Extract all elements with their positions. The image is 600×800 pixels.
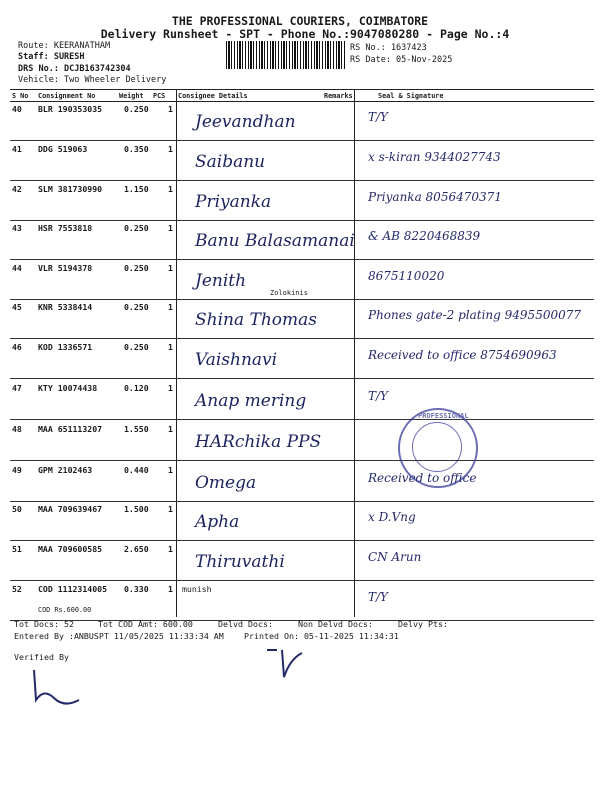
row-consignment-no: SLM 381730990: [38, 184, 103, 194]
row-consignee: Saibanu: [195, 152, 266, 172]
row-pcs: 1: [168, 504, 173, 514]
col-seal: Seal & Signature: [378, 92, 444, 100]
row-consignee: Jenith: [195, 271, 247, 291]
tot-docs: Tot Docs: 52: [14, 619, 74, 629]
col-weight: Weight: [119, 92, 144, 100]
row-consignment-no: HSR 7553818: [38, 223, 93, 233]
rs-no: RS No.: 1637423: [350, 43, 427, 53]
stamp-text: PROFESSIONAL: [418, 412, 469, 420]
row-consignee: Apha: [195, 512, 240, 532]
row-signature: Received to office 8754690963: [368, 348, 557, 362]
row-weight: 0.250: [124, 342, 149, 352]
row-sno: 41: [12, 144, 22, 154]
row-pcs: 1: [168, 544, 173, 554]
drs-no: DRS No.: DCJB163742304: [18, 64, 131, 74]
row-consignment-no: VLR 5194378: [38, 263, 93, 273]
row-sno: 45: [12, 302, 22, 312]
row-note: COD Rs.600.00: [38, 606, 92, 614]
staff-signature: [262, 645, 312, 685]
row-consignee: munish: [182, 584, 212, 594]
row-signature: Priyanka 8056470371: [368, 190, 502, 204]
row-divider: [10, 140, 594, 141]
row-signature: Phones gate-2 plating 9495500077: [368, 308, 581, 322]
row-consignee: Banu Balasamanai: [195, 231, 355, 251]
table-header-rule: [10, 101, 594, 102]
col-remarks: Remarks: [324, 92, 353, 100]
row-weight: 0.250: [124, 263, 149, 273]
row-divider: [10, 299, 594, 300]
row-signature: x s-kiran 9344027743: [368, 150, 501, 164]
row-signature: 8675110020: [368, 269, 445, 283]
row-consignment-no: KNR 5338414: [38, 302, 93, 312]
row-consignee: Anap mering: [195, 391, 307, 411]
remarks-divider: [354, 89, 355, 617]
row-pcs: 1: [168, 184, 173, 194]
row-weight: 0.250: [124, 104, 149, 114]
row-sno: 48: [12, 424, 22, 434]
row-divider: [10, 378, 594, 379]
row-signature: & AB 8220468839: [368, 229, 481, 243]
row-consignment-no: MAA 709639467: [38, 504, 103, 514]
row-weight: 0.120: [124, 383, 149, 393]
row-sno: 44: [12, 263, 22, 273]
tot-cod: Tot COD Amt: 600.00: [98, 619, 193, 629]
entered-by: Entered By :ANBUSPT 11/05/2025 11:33:34 AM: [14, 631, 224, 641]
row-weight: 0.250: [124, 302, 149, 312]
row-divider: [10, 338, 594, 339]
printed-on: Printed On: 05-11-2025 11:34:31: [244, 631, 399, 641]
row-consignment-no: GPM 2102463: [38, 465, 93, 475]
row-pcs: 1: [168, 223, 173, 233]
row-consignee: Priyanka: [195, 192, 272, 212]
row-signature: T/Y: [368, 110, 388, 124]
col-consignee: Consignee Details: [178, 92, 248, 100]
col-pcs: PCS: [153, 92, 166, 100]
row-weight: 0.330: [124, 584, 149, 594]
row-sno: 47: [12, 383, 22, 393]
row-pcs: 1: [168, 144, 173, 154]
row-consignment-no: MAA 709600585: [38, 544, 103, 554]
verifier-signature: [24, 660, 84, 710]
row-consignment-no: BLR 190353035: [38, 104, 103, 114]
row-consignee: Jeevandhan: [195, 112, 296, 132]
route: Route: KEERANATHAM: [18, 41, 111, 51]
row-consignment-no: COD 1112314005: [38, 584, 108, 594]
row-consignment-no: DDG 519063: [38, 144, 88, 154]
non-delvd-docs: Non Delvd Docs:: [298, 619, 373, 629]
stamp-inner-ring: [412, 422, 462, 472]
row-consignee: Thiruvathi: [195, 552, 285, 572]
row-weight: 1.150: [124, 184, 149, 194]
row-weight: 0.250: [124, 223, 149, 233]
table-top-rule: [10, 89, 594, 90]
row-sno: 43: [12, 223, 22, 233]
row-weight: 1.500: [124, 504, 149, 514]
delvy-pts: Delvy Pts:: [398, 619, 448, 629]
runsheet-subtitle: Delivery Runsheet - SPT - Phone No.:9047080280 - Page No.:4: [100, 27, 510, 41]
row-signature: T/Y: [368, 389, 388, 403]
row-sno: 51: [12, 544, 22, 554]
row-pcs: 1: [168, 383, 173, 393]
row-pcs: 1: [168, 342, 173, 352]
row-pcs: 1: [168, 465, 173, 475]
row-signature: x D.Vng: [368, 510, 416, 524]
staff: Staff: SURESH: [18, 52, 85, 62]
row-divider: [10, 220, 594, 221]
row-divider: [10, 501, 594, 502]
row-signature: T/Y: [368, 590, 388, 604]
company-stamp: [398, 408, 478, 488]
row-divider: [10, 540, 594, 541]
verified-by: Verified By: [14, 652, 69, 662]
row-divider: [10, 580, 594, 581]
row-note: Zolokinis: [270, 289, 308, 297]
row-sno: 50: [12, 504, 22, 514]
vehicle: Vehicle: Two Wheeler Delivery: [18, 75, 167, 85]
row-pcs: 1: [168, 584, 173, 594]
row-sno: 52: [12, 584, 22, 594]
row-pcs: 1: [168, 424, 173, 434]
delvd-docs: Delvd Docs:: [218, 619, 273, 629]
row-consignee: Shina Thomas: [195, 310, 318, 330]
rs-date: RS Date: 05-Nov-2025: [350, 55, 453, 65]
row-sno: 46: [12, 342, 22, 352]
row-weight: 2.650: [124, 544, 149, 554]
row-consignment-no: KOD 1336571: [38, 342, 93, 352]
row-consignee: Vaishnavi: [195, 350, 278, 370]
row-consignment-no: KTY 10074438: [38, 383, 98, 393]
row-pcs: 1: [168, 104, 173, 114]
row-divider: [10, 419, 594, 420]
col-consignment: Consignment No: [38, 92, 96, 100]
row-consignment-no: MAA 651113207: [38, 424, 103, 434]
row-sno: 40: [12, 104, 22, 114]
row-divider: [10, 180, 594, 181]
row-sno: 42: [12, 184, 22, 194]
row-sno: 49: [12, 465, 22, 475]
row-weight: 0.440: [124, 465, 149, 475]
row-consignee: HARchika PPS: [195, 432, 322, 452]
row-weight: 0.350: [124, 144, 149, 154]
company-title: THE PROFESSIONAL COURIERS, COIMBATORE: [171, 14, 429, 28]
row-pcs: 1: [168, 302, 173, 312]
barcode: [226, 41, 346, 69]
col-sno: S No: [12, 92, 29, 100]
row-signature: Received to office: [368, 471, 477, 485]
row-divider: [10, 259, 594, 260]
row-pcs: 1: [168, 263, 173, 273]
row-signature: CN Arun: [368, 550, 422, 564]
row-divider: [10, 460, 594, 461]
consignee-divider: [176, 89, 177, 617]
row-weight: 1.550: [124, 424, 149, 434]
row-consignee: Omega: [195, 473, 257, 493]
